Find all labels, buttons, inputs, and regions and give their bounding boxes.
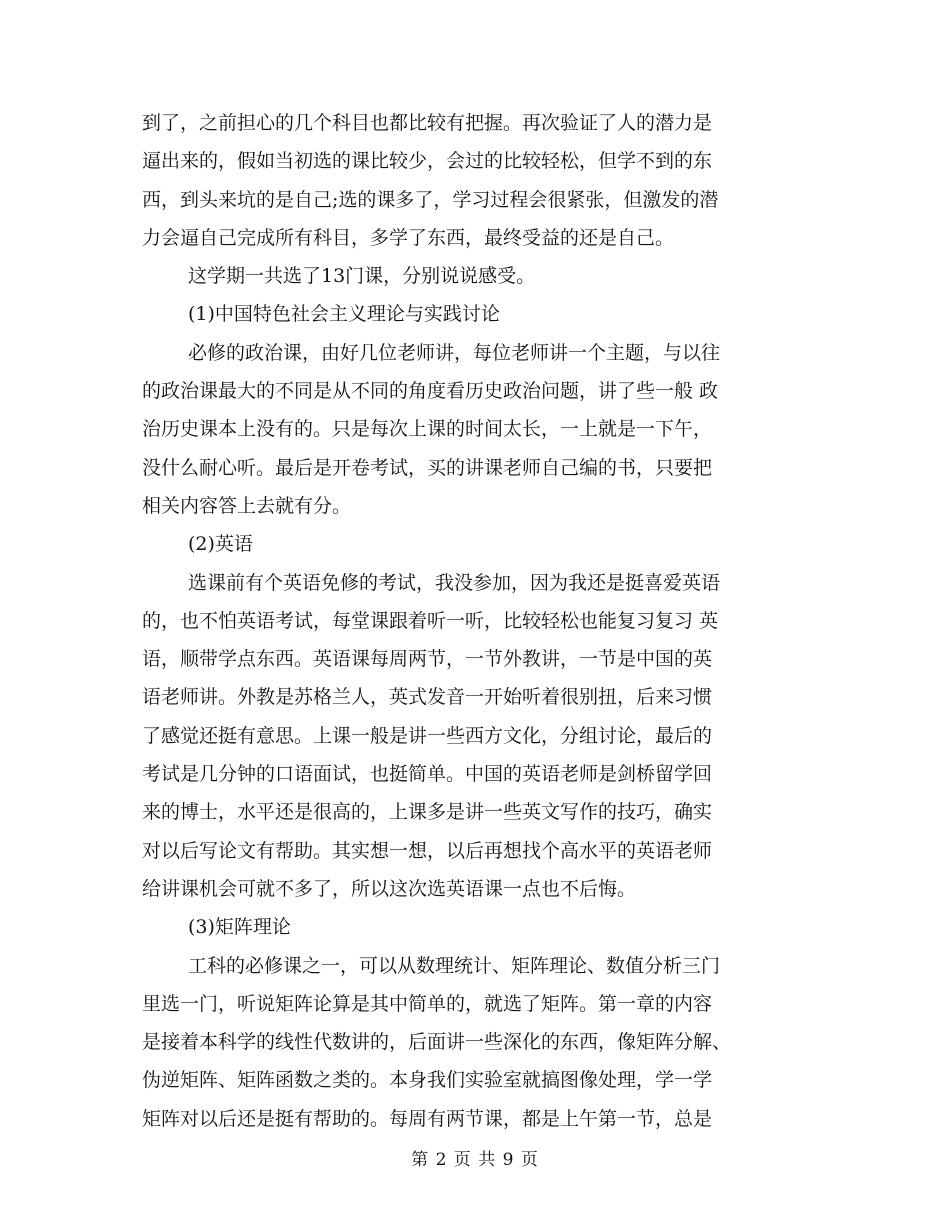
text-line: 对以后写论文有帮助。其实想一想，以后再想找个高水平的英语老师 bbox=[142, 839, 713, 862]
text-line: 的政治课最大的不同是从不同的角度看历史政治问题，讲了些一般 政 bbox=[142, 380, 719, 403]
text-line: 矩阵对以后还是挺有帮助的。每周有两节课，都是上午第一节，总是 bbox=[142, 1107, 713, 1130]
text-line: 治历史课本上没有的。只是每次上课的时间太长，一上就是一下午， bbox=[142, 418, 713, 441]
text-line: 来的博士，水平还是很高的，上课多是讲一些英文写作的技巧，确实 bbox=[142, 801, 713, 824]
text-line: 西，到头来坑的是自己;选的课多了，学习过程会很紧张，但激发的潜 bbox=[142, 188, 719, 211]
text-line: 没什么耐心听。最后是开卷考试，买的讲课老师自己编的书，只要把 bbox=[142, 456, 713, 479]
text-line: 到了，之前担心的几个科目也都比较有把握。再次验证了人的潜力是 bbox=[142, 112, 713, 134]
text-line: (2)英语 bbox=[188, 533, 253, 556]
text-line: 里选一门，听说矩阵论算是其中简单的，就选了矩阵。第一章的内容 bbox=[142, 992, 713, 1015]
text-line: 工科的必修课之一，可以从数理统计、矩阵理论、数值分析三门 bbox=[188, 954, 721, 977]
text-line: 相关内容答上去就有分。 bbox=[142, 494, 352, 517]
text-line: 选课前有个英语免修的考试，我没参加，因为我还是挺喜爱英语 bbox=[188, 571, 721, 594]
page-footer: 第 2 页 共 9 页 bbox=[411, 1150, 539, 1170]
text-line: (3)矩阵理论 bbox=[188, 916, 291, 939]
text-line: 给讲课机会可就不多了，所以这次选英语课一点也不后悔。 bbox=[142, 877, 637, 900]
text-line: 逼出来的，假如当初选的课比较少，会过的比较轻松，但学不到的东 bbox=[142, 150, 713, 173]
text-line: 是接着本科学的线性代数讲的，后面讲一些深化的东西，像矩阵分解、 bbox=[142, 1031, 732, 1054]
text-line: 的，也不怕英语考试，每堂课跟着听一听，比较轻松也能复习复习 英 bbox=[142, 609, 719, 632]
document-body bbox=[142, 104, 804, 1138]
text-line: 语，顺带学点东西。英语课每周两节，一节外教讲，一节是中国的英 bbox=[142, 648, 713, 671]
text-line: 考试是几分钟的口语面试，也挺简单。中国的英语老师是剑桥留学回 bbox=[142, 763, 713, 786]
text-line: 力会逼自己完成所有科目，多学了东西，最终受益的还是自己。 bbox=[142, 226, 675, 249]
text-line: 伪逆矩阵、矩阵函数之类的。本身我们实验室就搞图像处理，学一学 bbox=[142, 1069, 713, 1092]
text-line: 这学期一共选了13门课，分别说说感受。 bbox=[188, 265, 536, 288]
text-line: 语老师讲。外教是苏格兰人，英式发音一开始听着很别扭，后来习惯 bbox=[142, 686, 713, 709]
text-line: 了感觉还挺有意思。上课一般是讲一些西方文化，分组讨论，最后的 bbox=[142, 724, 713, 747]
text-line: 必修的政治课，由好几位老师讲，每位老师讲一个主题，与以往 bbox=[188, 341, 721, 364]
text-line: (1)中国特色社会主义理论与实践讨论 bbox=[188, 303, 500, 326]
